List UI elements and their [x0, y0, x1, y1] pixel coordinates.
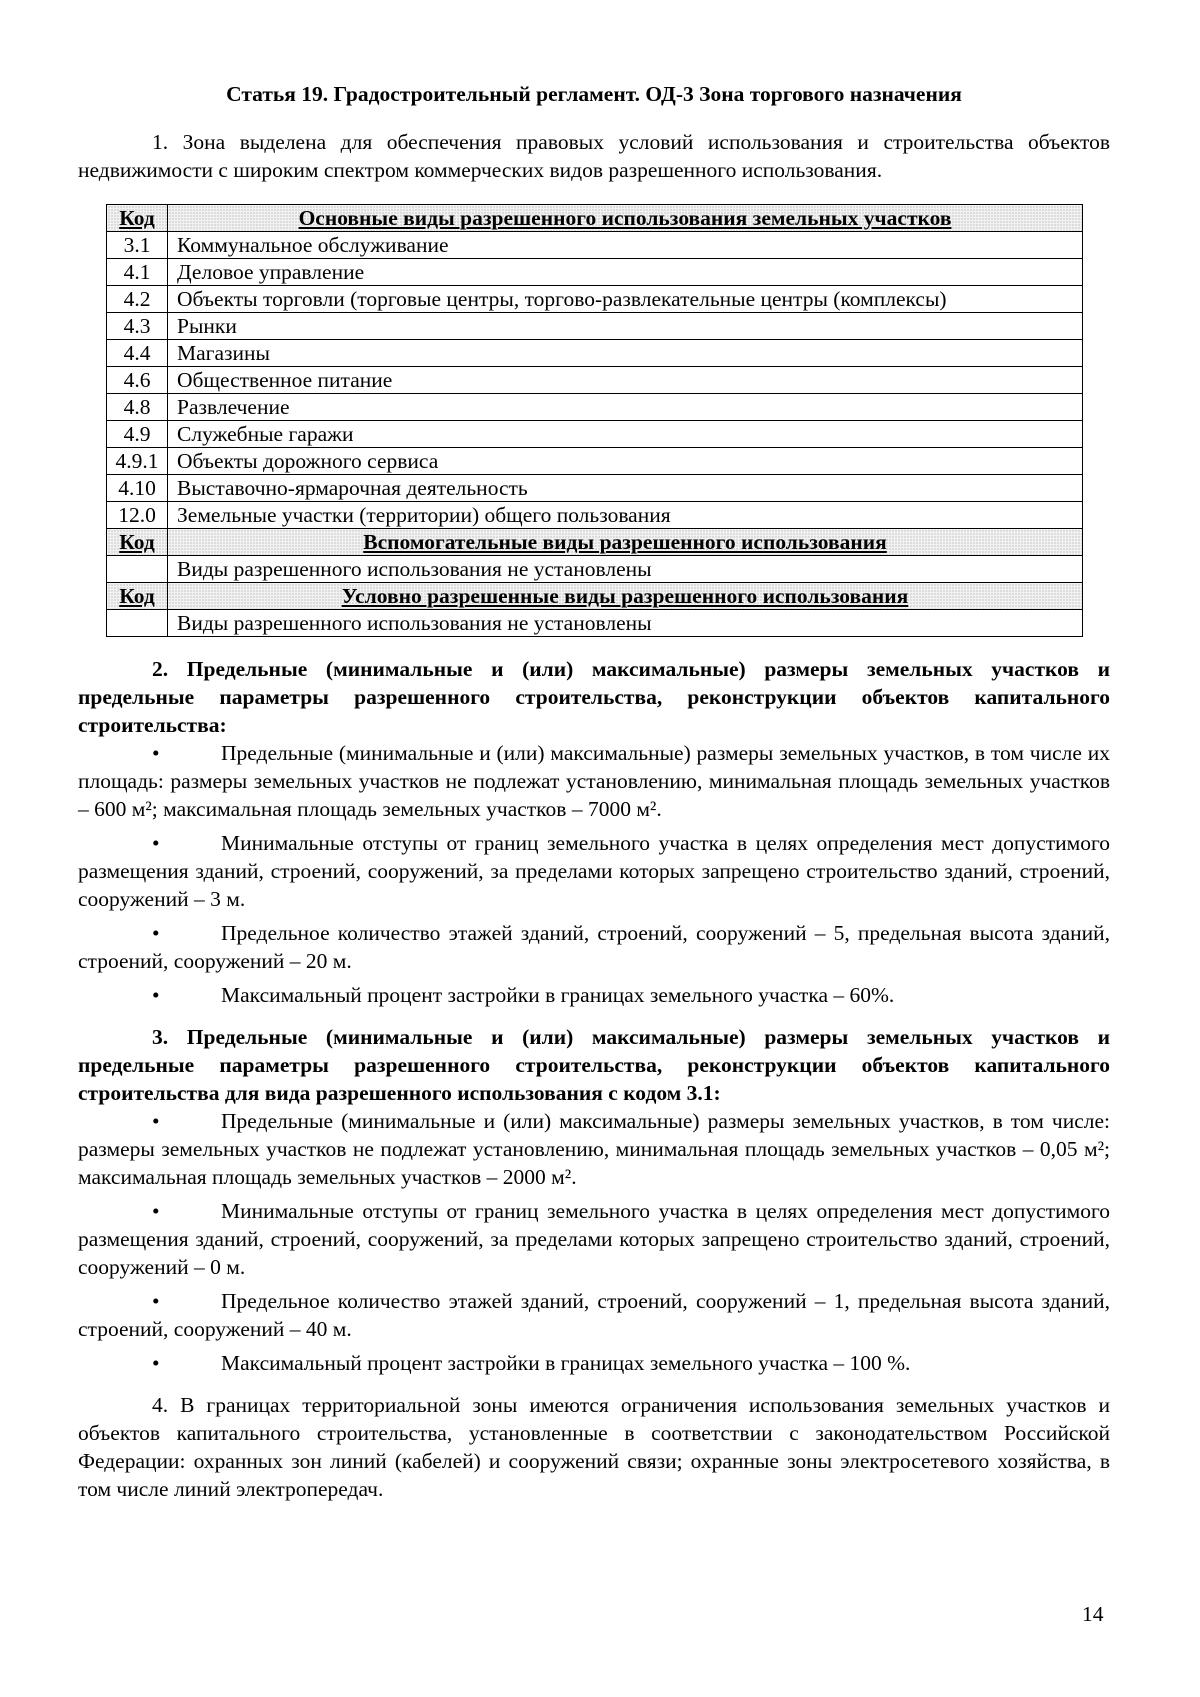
list-item-text: Предельное количество этажей зданий, строений, сооружений – 1, предельная высота зданий, строений, сооружений – 40 м. — [78, 1289, 1110, 1341]
list-item-text: Минимальные отступы от границ земельного участка в целях определения мест допустимого размещения зданий, строений, сооружений, за пределами которых запрещено строительство зданий, строений, сооружений – 3 м. — [78, 831, 1110, 911]
table-row — [107, 340, 1083, 367]
list-item-text: Максимальный процент застройки в границах земельного участка – 60%. — [221, 983, 895, 1007]
table-row — [107, 610, 1083, 637]
row-code: 4.6 — [107, 367, 168, 394]
bullet-icon: • — [152, 1199, 160, 1223]
list-item — [78, 829, 1110, 913]
section-2-bullets — [78, 739, 1110, 1009]
table-header-conditional — [107, 583, 1083, 610]
row-code: 3.1 — [107, 232, 168, 259]
table-row — [107, 475, 1083, 502]
row-code: 4.9.1 — [107, 448, 168, 475]
row-label: Земельные участки (территории) общего пользования — [168, 502, 1083, 529]
bullet-icon: • — [152, 921, 160, 945]
row-code — [107, 556, 168, 583]
list-item — [78, 919, 1110, 975]
header-code: Код — [107, 583, 168, 610]
section-2-heading: 2. Предельные (минимальные и (или) максимальные) размеры земельных участков и предельные параметры разрешенного строительства, реконструкции объектов капитального строительства: — [78, 657, 1110, 737]
header-label: Условно разрешенные виды разрешенного использования — [168, 583, 1083, 610]
row-label: Магазины — [168, 340, 1083, 367]
row-label: Виды разрешенного использования не установлены — [168, 556, 1083, 583]
page-number: 14 — [1082, 1602, 1104, 1626]
list-item-text: Максимальный процент застройки в границах земельного участка – 100 %. — [221, 1351, 911, 1375]
row-label: Выставочно-ярмарочная деятельность — [168, 475, 1083, 502]
header-label: Вспомогательные виды разрешенного использования — [168, 529, 1083, 556]
spacer — [78, 1015, 1110, 1023]
bullet-icon: • — [152, 1109, 160, 1133]
list-item — [78, 1107, 1110, 1191]
row-code: 4.4 — [107, 340, 168, 367]
article-title: Статья 19. Градостроительный регламент. ОД-3 Зона торгового назначения — [226, 82, 962, 106]
row-label: Коммунальное обслуживание — [168, 232, 1083, 259]
row-label: Виды разрешенного использования не установлены — [168, 610, 1083, 637]
row-label: Служебные гаражи — [168, 421, 1083, 448]
bullet-icon: • — [152, 741, 160, 765]
spacer — [78, 1383, 1110, 1391]
row-code: 4.10 — [107, 475, 168, 502]
table-row — [107, 259, 1083, 286]
land-use-table — [106, 204, 1083, 637]
table-row — [107, 502, 1083, 529]
header-code: Код — [107, 205, 168, 232]
row-code — [107, 610, 168, 637]
section-3-bullets — [78, 1107, 1110, 1377]
table-header-auxiliary — [107, 529, 1083, 556]
list-item — [78, 739, 1110, 823]
table-row — [107, 367, 1083, 394]
table-row — [107, 421, 1083, 448]
row-code: 4.1 — [107, 259, 168, 286]
list-item-text: Предельное количество этажей зданий, строений, сооружений – 5, предельная высота зданий, строений, сооружений – 20 м. — [78, 921, 1110, 973]
table-header-main — [107, 205, 1083, 232]
row-code: 4.2 — [107, 286, 168, 313]
list-item — [78, 1287, 1110, 1343]
bullet-icon: • — [152, 1289, 160, 1313]
list-item — [78, 1349, 1110, 1377]
row-label: Общественное питание — [168, 367, 1083, 394]
row-label: Развлечение — [168, 394, 1083, 421]
row-code: 12.0 — [107, 502, 168, 529]
table-row — [107, 394, 1083, 421]
section-4-paragraph: 4. В границах территориальной зоны имеются ограничения использования земельных участков и объектов капитального строительства, установленные в соответствии с законодательством Российской Федерации: охранных зон линий (кабелей) и сооружений связи; охранные зоны электросетевого хозяйства, в том числе линий электропередач. — [78, 1393, 1110, 1501]
header-label: Основные виды разрешенного использования земельных участков — [168, 205, 1083, 232]
list-item — [78, 981, 1110, 1009]
table-row — [107, 448, 1083, 475]
header-code: Код — [107, 529, 168, 556]
list-item-text: Предельные (минимальные и (или) максимальные) размеры земельных участков, в том числе: размеры земельных участков не подлежат установлению, минимальная площадь земельных участков – 0,05 м²; максимальная площадь земельных участков – 2000 м². — [78, 1109, 1110, 1189]
bullet-icon: • — [152, 983, 160, 1007]
row-label: Объекты торговли (торговые центры, торгово-развлекательные центры (комплексы) — [168, 286, 1083, 313]
row-code: 4.3 — [107, 313, 168, 340]
list-item — [78, 1197, 1110, 1281]
bullet-icon: • — [152, 1351, 160, 1375]
intro-paragraph: 1. Зона выделена для обеспечения правовых условий использования и строительства объектов недвижимости с широким спектром коммерческих видов разрешенного использования. — [78, 130, 1110, 182]
row-code: 4.9 — [107, 421, 168, 448]
row-label: Рынки — [168, 313, 1083, 340]
row-code: 4.8 — [107, 394, 168, 421]
row-label: Деловое управление — [168, 259, 1083, 286]
list-item-text: Минимальные отступы от границ земельного участка в целях определения мест допустимого размещения зданий, строений, сооружений, за пределами которых запрещено строительство зданий, строений, сооружений – 0 м. — [78, 1199, 1110, 1279]
table-row — [107, 286, 1083, 313]
list-item-text: Предельные (минимальные и (или) максимальные) размеры земельных участков, в том числе их площадь: размеры земельных участков не подлежат установлению, минимальная площадь земельных участков – 600 м²; максимальная площадь земельных участков – 7000 м². — [78, 741, 1110, 821]
table-row — [107, 313, 1083, 340]
row-label: Объекты дорожного сервиса — [168, 448, 1083, 475]
section-3-heading: 3. Предельные (минимальные и (или) максимальные) размеры земельных участков и предельные параметры разрешенного строительства, реконструкции объектов капитального строительства для вида разрешенного использования с кодом 3.1: — [78, 1025, 1110, 1105]
bullet-icon: • — [152, 831, 160, 855]
table-row — [107, 556, 1083, 583]
document-page — [78, 80, 1110, 1503]
table-row — [107, 232, 1083, 259]
